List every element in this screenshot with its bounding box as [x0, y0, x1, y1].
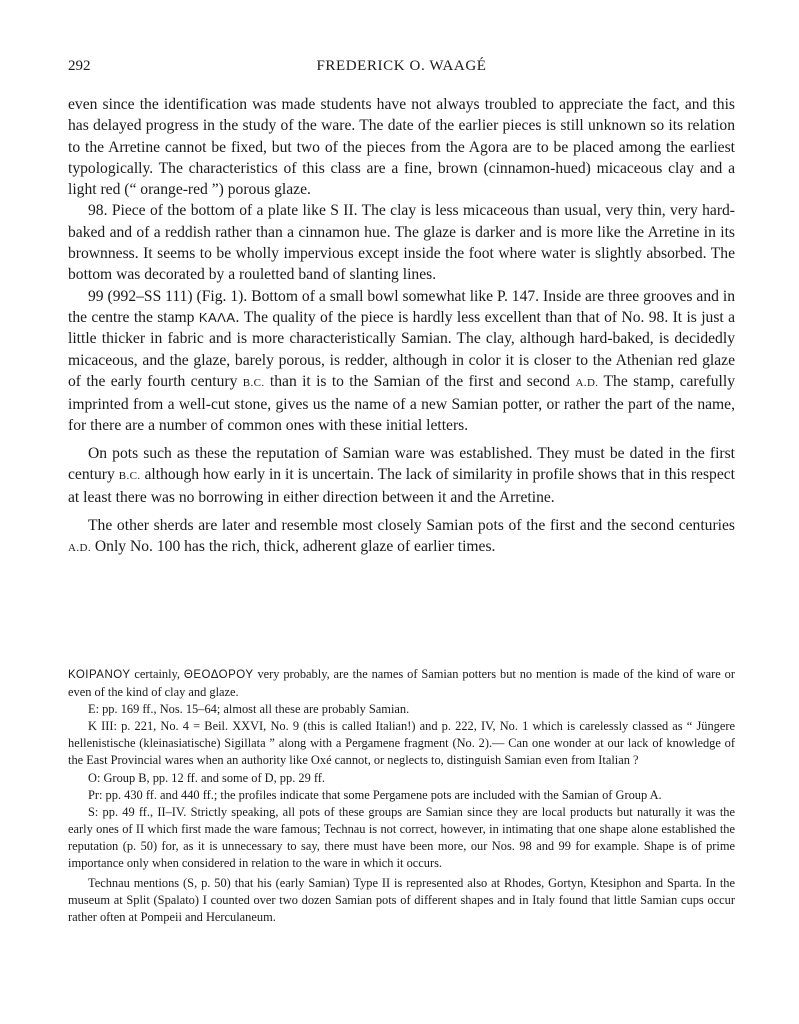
paragraph-text: than it is to the Samian of the first and second — [269, 372, 571, 390]
paragraph-text: although how early in it is uncertain. The lack of similarity in profile shows that in this respect at least there was no borrowing in either direction between it and the Arretine. — [68, 466, 735, 507]
paragraph-text: The other sherds are later and resemble most closely Samian pots of the first and the second centuries — [88, 516, 735, 534]
footnote-text: certainly, — [134, 667, 181, 681]
footnote: Technau mentions (S, p. 50) that his (early Samian) Type II is represented also at Rhodes, Gortyn, Ktesiphon and Sparta. In the museum at Split (Spalato) I counted over two dozen Samian pots of different shapes and in Italy found that little Samian cups occur rather often at Pompeii and Herculaneum. — [68, 876, 735, 925]
paragraph-other-sherds — [68, 515, 735, 560]
paragraph-text: . The quality of the piece is hardly less excellent than that of No. 98. It is just a little thicker in fabric and is more characteristically Samian. The clay, although hard-baked, is decidedly micaceous, and the glaze, barely porous, is redder, although in color it is closer to the Athenian red glaze of the early fourth century — [68, 308, 735, 390]
footnote — [68, 666, 735, 701]
footnote: S: pp. 49 ff., II–IV. Strictly speaking, all pots of these groups are Samian since they are local products but naturally it was the early ones of II which first made the ware famous; Technau is not correct, however, in intimating that one shape alone established the reputation (p. 50) for, as it is unnecessary to say, there must have been more, our Nos. 98 and 99 for example. Shape is of prime importance only when considered in relation to the ware in which it occurs. — [68, 804, 735, 871]
paragraph-item-99 — [68, 286, 735, 437]
potter-name: ΘΕΟΔΟΡΟΥ — [183, 669, 254, 681]
footnote: K III: p. 221, No. 4 = Beil. XXVI, No. 9 (this is called Italian!) and p. 222, IV, No. 1 which is carelessly classed as “ Jüngere hellenistische (kleinasiatische) Sigillata ” along with a Pergamene fragment (No. 2).— Can one wonder at our lack of knowledge of the East Provincial wares when an authority like Oxé cannot, or neglects to, distinguish Samian even from Italian ? — [68, 719, 735, 768]
era-abbreviation: A.D. — [68, 541, 91, 554]
potter-name: ΚΟΙΡΑΝΟΥ — [68, 669, 131, 681]
main-text — [68, 94, 735, 559]
paragraph-text: 99 (992–SS 111) (Fig. 1). Bottom of a small bowl somewhat like P. 147. Inside are three grooves and in the centre the stamp — [68, 287, 735, 326]
era-abbreviation: B.C. — [118, 470, 141, 483]
paragraph-text: The stamp, carefully imprinted from a well-cut stone, gives us the name of a new Samian potter, or rather the part of the name, for there are a number of common ones with these initial letters. — [68, 372, 735, 435]
page-header — [68, 58, 735, 80]
paragraph-continued: even since the identification was made students have not always troubled to appreciate the fact, and this has delayed progress in the study of the ware. The date of the earlier pieces is still unknown so its relation to the Arretine cannot be fixed, but two of the pieces from the Agora are to be placed among the earliest typologically. The characteristics of this class are a fine, brown (cinnamon-hued) micaceous clay and a light red (“ orange-red ”) porous glaze. — [68, 96, 735, 199]
footnote: O: Group B, pp. 12 ff. and some of D, pp. 29 ff. — [88, 770, 326, 785]
footnotes — [68, 666, 735, 926]
footnote-text: very probably, are the names of Samian potters but no mention is made of the kind of ware or even of the kind of clay and glaze. — [68, 667, 735, 700]
paragraph-text: Only No. 100 has the rich, thick, adherent glaze of earlier times. — [94, 537, 496, 555]
footnote: Pr: pp. 430 ff. and 440 ff.; the profiles indicate that some Pergamene pots are included with the Samian of Group A. — [88, 787, 662, 802]
era-abbreviation: A.D. — [575, 376, 599, 389]
paragraph-text: On pots such as these the reputation of Samian ware was established. They must be dated in the first century — [68, 444, 735, 484]
page-number: 292 — [68, 58, 91, 74]
footnote: E: pp. 169 ff., Nos. 15–64; almost all these are probably Samian. — [88, 702, 410, 717]
paragraph-item-98: 98. Piece of the bottom of a plate like S II. The clay is less micaceous than usual, very thin, very hard-baked and of a reddish rather than a cinnamon hue. The glaze is darker and is more like the Arretine in its brownness. It seems to be wholly impervious except inside the foot where water is slightly absorbed. The bottom was decorated by a rouletted band of slanting lines. — [68, 202, 735, 284]
era-abbreviation: B.C. — [242, 376, 265, 389]
stamp-inscription: ΚΑΛΑ — [198, 309, 236, 325]
running-title: FREDERICK O. WAAGÉ — [316, 58, 487, 74]
paragraph-reputation — [68, 443, 735, 509]
